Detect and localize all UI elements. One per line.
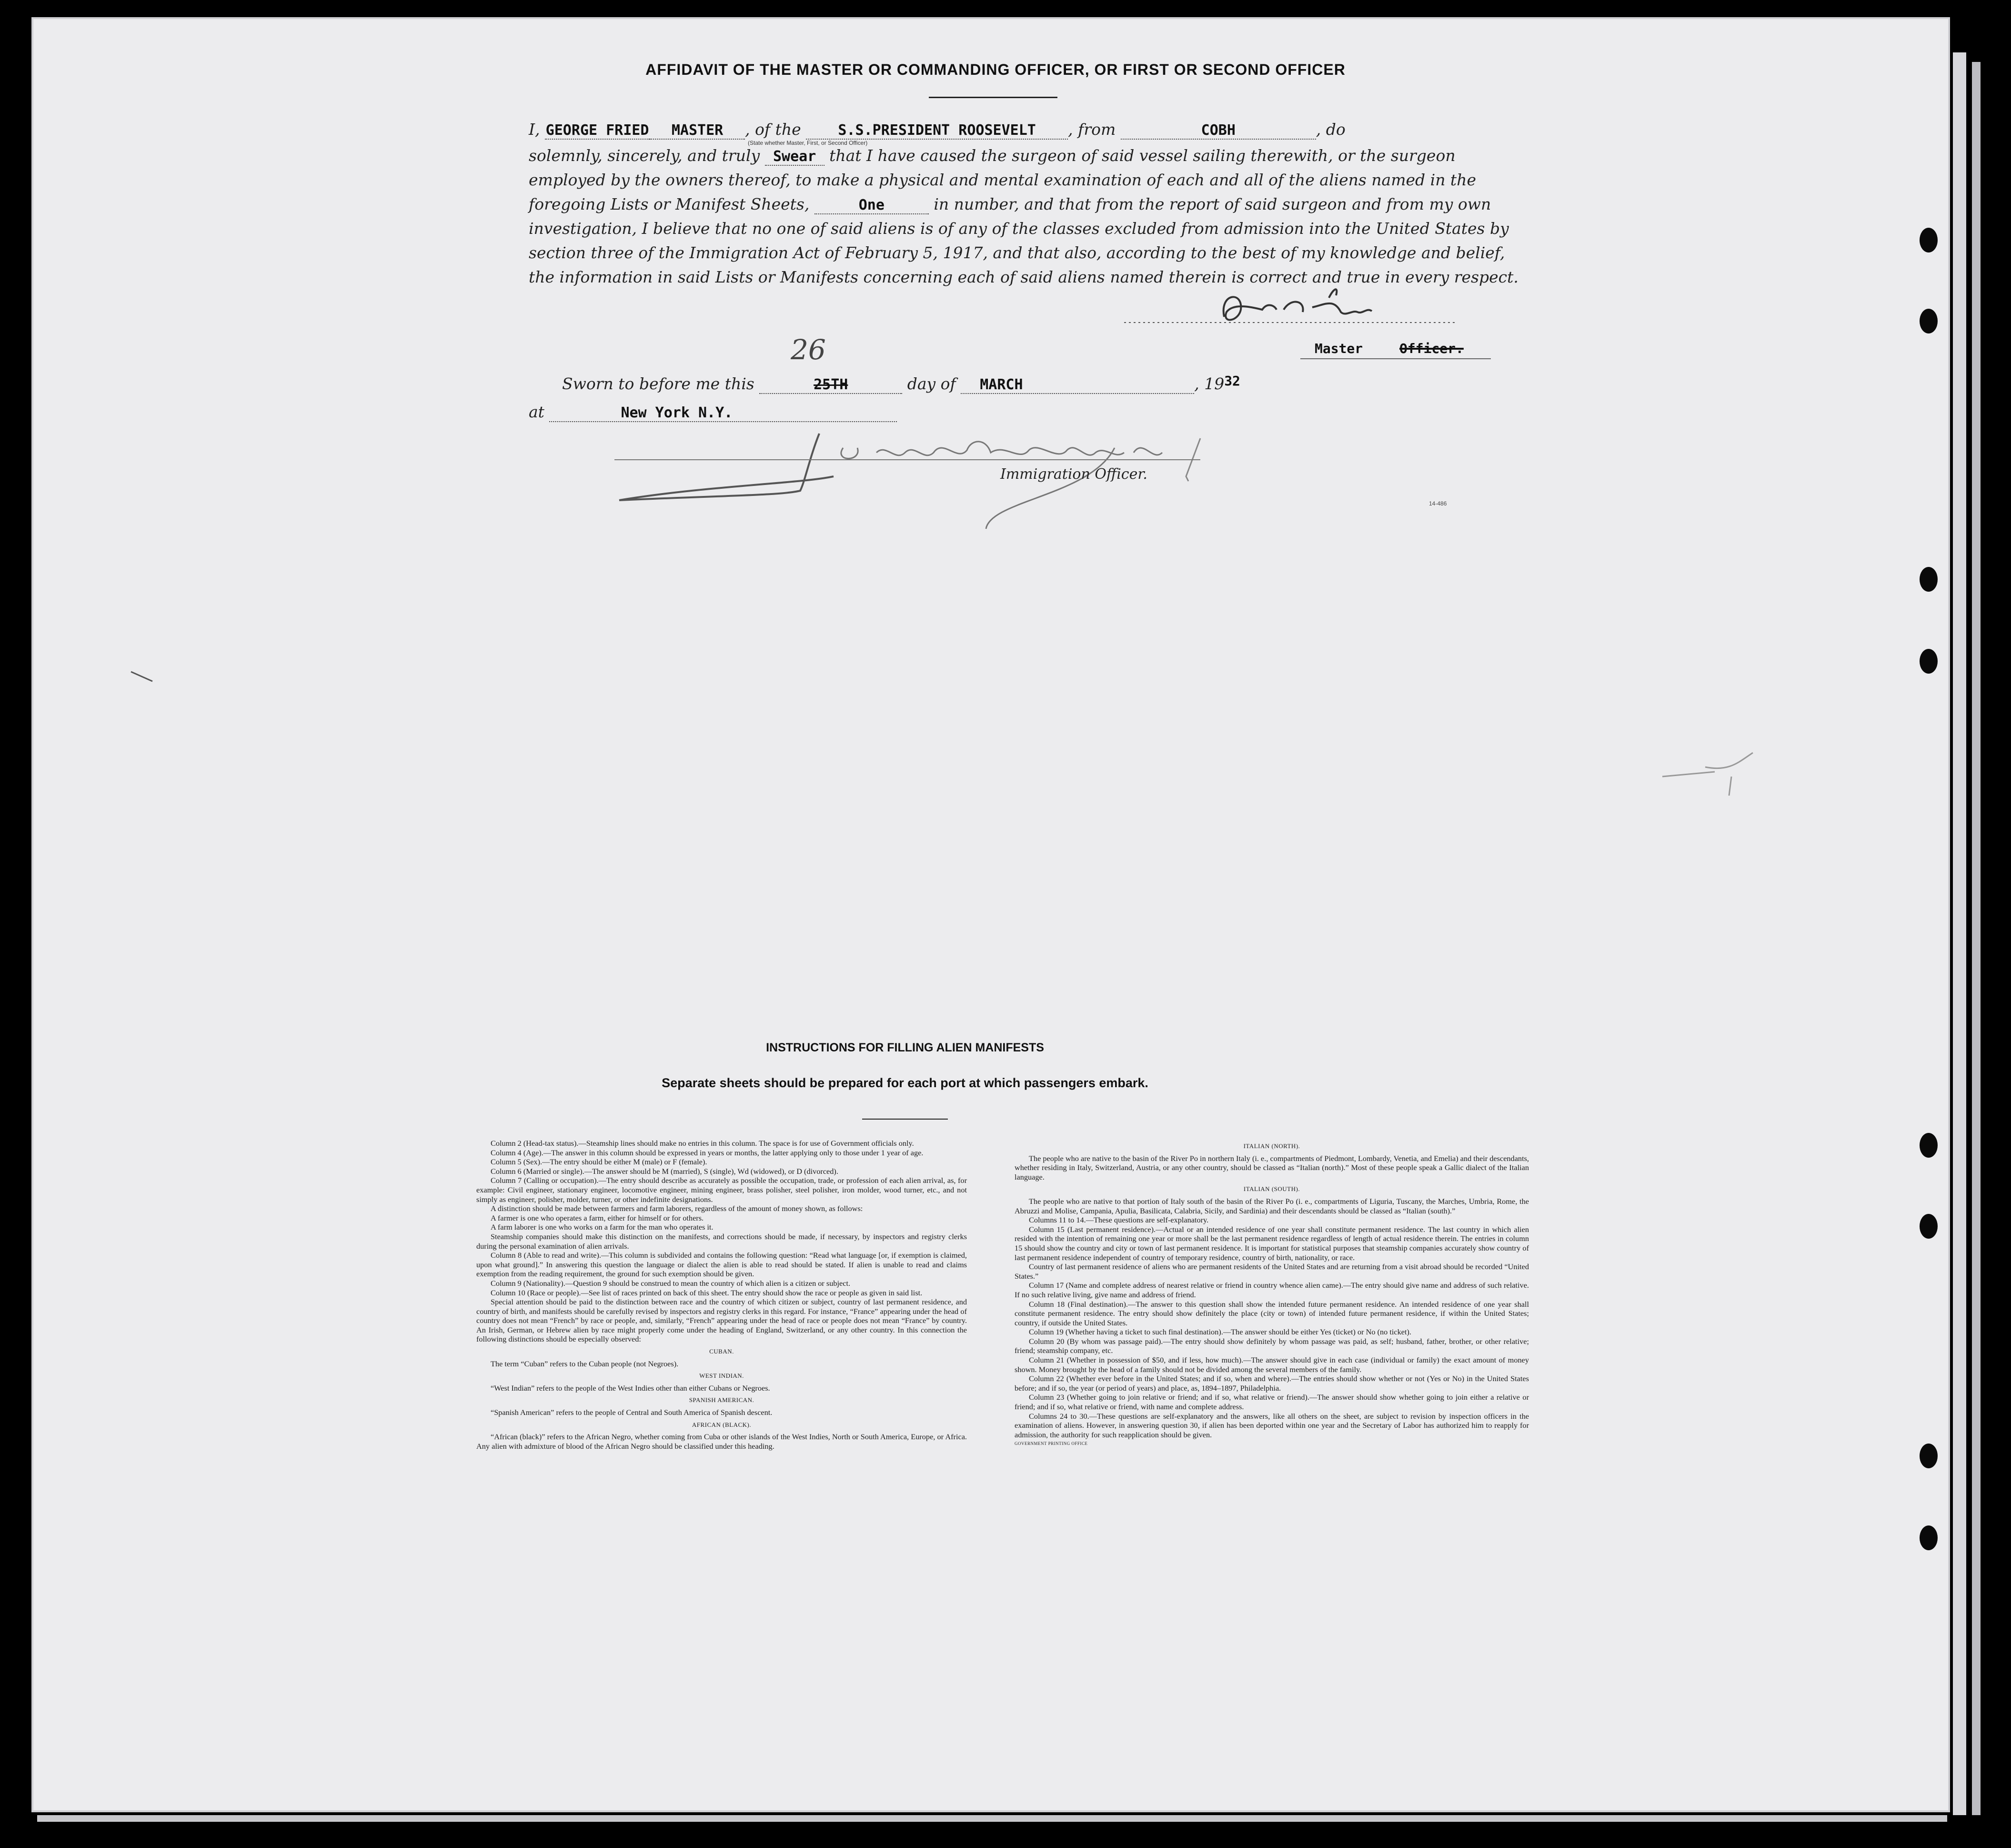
sworn-year-field: 32 xyxy=(1224,373,1240,389)
affidavit-text: , do xyxy=(1316,120,1346,139)
instr-para: Special attention should be paid to the distinction between race and the country of which citizen or subject, country of last permanent residence, and country of birth, and manifests should be carefully revised by inspectors and registry clerks in this regard. For instance, “France” appearing under the head of country does not mean “French” by race or people, and, similarly, “French” appearing under the head of race or people does not mean “France” by country. An Irish, German, or Hebrew alien by race might properly come under the heading of England, Switzerland, or any other country. In this connection the following distinctions should be especially observed: xyxy=(476,1297,967,1344)
sworn-line xyxy=(562,373,1524,394)
punch-hole xyxy=(1920,1133,1938,1158)
instructions-rule xyxy=(862,1119,948,1120)
affidavit-line-7: the information in said Lists or Manifests concerning each of said aliens named therein is correct and true in every respect. xyxy=(529,268,1518,286)
affidavit-text: I, xyxy=(529,120,540,139)
instr-para: Column 5 (Sex).—The entry should be either M (male) or F (female). xyxy=(491,1157,707,1167)
affidavit-text: foregoing Lists or Manifest Sheets, xyxy=(529,195,810,213)
instr-para: Steamship companies should make this distinction on the manifests, and corrections should be made, if necessary, by inspectors and registry clerks during the personal examination of alien arrivals. xyxy=(476,1232,967,1251)
instr-para: “West Indian” refers to the people of the West Indies other than either Cubans or Negroes. xyxy=(491,1383,770,1393)
rank-note: (State whether Master, First, or Second Officer) xyxy=(748,140,868,146)
signer-rule xyxy=(1300,358,1491,359)
affidavit-line-2 xyxy=(529,146,1491,166)
instr-para: Country of last permanent residence of aliens who are permanent residents of the United States and are returning from a visit abroad should be recorded “United States.” xyxy=(1015,1262,1529,1281)
signer-title-text: Master xyxy=(1315,341,1363,356)
instr-para: Column 23 (Whether going to join relative or friend; and if so, what relative or friend).—The answer should show whether going to join either a relative or friend; and if so, what relative or friend, with name and complete address. xyxy=(1015,1393,1529,1412)
printer-imprint: GOVERNMENT PRINTING OFFICE xyxy=(1015,1441,1088,1446)
affidavit-line-1 xyxy=(529,120,1491,140)
officer-rule xyxy=(614,459,1200,460)
instr-para: The people who are native to the basin of the River Po in northern Italy (i. e., compartments of Piedmont, Lombardy, Venetia, and Emelia) and their descendants, whether residing in Italy, Switzerland, Austria, or any other country, should be classed as “Italian (north).” Most of these people speak a Gallic dialect of the Italian language. xyxy=(1015,1153,1529,1182)
instr-para: Column 15 (Last permanent residence).—Actual or an intended residence of one year shall constitute permanent residence. The last country in which alien resided with the intention of remaining one year or more shall be the last permanent residence regardless of length of actual residence therein. The entries in column 15 should show the country and city or town of last permanent residence. It is important for statistical purposes that steamship companies accurately show country of last permanent residence independent of country of temporary residence, country of birth, nationality, or race. xyxy=(1015,1224,1529,1262)
instr-para: The people who are native to that portion of Italy south of the basin of the River Po (i. e., compartments of Liguria, Tuscany, the Marches, Umbria, Rome, the Abruzzi and Molise, Campania, Apulia, Basilicata, Calabria, Sicily, and Sardinia) and their descendants should be classed as “Italian (south).” xyxy=(1015,1196,1529,1215)
instr-para: Column 20 (By whom was passage paid).—The entry should show definitely by whom passage was paid, as self; husband, father, brother, or other relative; friend; steamship company, etc. xyxy=(1015,1336,1529,1355)
punch-hole xyxy=(1920,1214,1938,1239)
instructions-title: INSTRUCTIONS FOR FILLING ALIEN MANIFESTS xyxy=(766,1041,1044,1054)
punch-hole xyxy=(1920,228,1938,252)
instr-para: A farmer is one who operates a farm, either for himself or for others. xyxy=(491,1213,704,1222)
instr-para: “Spanish American” refers to the people of Central and South America of Spanish descent. xyxy=(491,1408,773,1417)
sworn-text: , 19 xyxy=(1194,374,1225,393)
handwritten-day: 26 xyxy=(791,333,826,366)
heading-italian-north: ITALIAN (NORTH). xyxy=(1243,1142,1300,1150)
instr-para: Column 19 (Whether having a ticket to such final destination).—The answer should be either Yes (ticket) or No (no ticket). xyxy=(1029,1327,1412,1337)
instr-para: Column 9 (Nationality).—Question 9 should be construed to mean the country of which alien is a citizen or subject. xyxy=(491,1278,851,1288)
sworn-text: Sworn to before me this xyxy=(562,374,754,393)
instructions-left-column xyxy=(476,1139,967,1451)
affidavit-text: that I have caused the surgeon of said vessel sailing therewith, or the surgeon xyxy=(829,146,1456,165)
sworn-text: day of xyxy=(907,374,956,393)
manifest-sheet xyxy=(33,19,1948,1810)
instr-para: Column 22 (Whether ever before in the United States; and if so, when and where).—The entries should show whether or not (Yes or No) in the United States before; and if so, the year (or period of years) and place, as, 1894–1897, Philadelphia. xyxy=(1015,1374,1529,1393)
instr-para: Column 17 (Name and complete address of nearest relative or friend in country whence alien came).—The entry should give name and address of such relative. If no such relative living, give name and address of friend. xyxy=(1015,1281,1529,1299)
instr-para: A distinction should be made between farmers and farm laborers, regardless of the amount of money shown, as follows: xyxy=(491,1204,863,1213)
instr-para: Column 8 (Able to read and write).—This column is subdivided and contains the following question: “Read what language [or, if exemption is claimed, upon what ground].” In answering this question the language or dialect the alien is able to read should be stated. If alien is unable to read and claims exemption from the reading requirement, the ground for such exemption should be given. xyxy=(476,1251,967,1279)
stray-mark xyxy=(129,669,157,684)
sheet-count-field: One xyxy=(814,197,929,214)
affidavit-text: in number, and that from the report of said surgeon and from my own xyxy=(934,195,1491,213)
instr-para: Column 10 (Race or people).—See list of races printed on back of this sheet. The entry should show the race or people as given in said list. xyxy=(491,1288,923,1297)
instr-para: Column 2 (Head-tax status).—Steamship lines should make no entries in this column. The space is for use of Government officials only. xyxy=(491,1139,914,1148)
instr-para: Column 18 (Final destination).—The answer to this question shall show the intended future permanent residence. An intended residence of one year shall constitute permanent residence. The entry should show definitely the place (city or town) of intended future permanent residence, if within the United States; country, if outside the United States. xyxy=(1015,1299,1529,1327)
affidavit-line-6: section three of the Immigration Act of February 5, 1917, and that also, according to the best of my knowledge and belief, xyxy=(529,243,1505,262)
immigration-officer-label: Immigration Officer. xyxy=(1000,466,1147,483)
instr-para: Column 21 (Whether in possession of $50, and if less, how much).—The answer should give in each case (individual or family) the exact amount of money shown. Money brought by the head of a family should not be divided among the several members of the family. xyxy=(1015,1355,1529,1374)
sworn-day-field: 25TH xyxy=(759,376,902,394)
heading-spanish-american: SPANISH AMERICAN. xyxy=(689,1396,754,1404)
heading-cuban: CUBAN. xyxy=(709,1348,734,1355)
punch-hole xyxy=(1920,649,1938,674)
signer-title-struck: Officer. xyxy=(1399,341,1464,356)
affidavit-text: solemnly, sincerely, and truly xyxy=(529,146,760,165)
affidavit-text: , from xyxy=(1068,120,1116,139)
vessel-name-field: S.S.PRESIDENT ROOSEVELT xyxy=(806,122,1068,140)
affidavit-line-5: investigation, I believe that no one of said aliens is of any of the classes excluded from admission into the United States by xyxy=(529,219,1509,238)
sworn-month-field: MARCH xyxy=(961,376,1194,394)
instr-para: “African (black)” refers to the African Negro, whether coming from Cuba or other islands of the West Indies, North or South America, Europe, or Africa. Any alien with admixture of blood of the African Negro should be classified under this heading. xyxy=(476,1432,967,1451)
title-rule xyxy=(929,97,1057,98)
instr-para: Column 6 (Married or single).—The answer should be M (married), S (single), Wd (widowed), or D (divorced). xyxy=(491,1166,838,1176)
instr-para: Columns 24 to 30.—These questions are self-explanatory and the answers, like all others on the sheet, are subject to revision by inspection officers in the examination of aliens. However, in answering question 30, if alien has been deported within one year and the Secretary of Labor has authorized him to reapply for admission, the authority for such reapplication should be given. xyxy=(1015,1411,1529,1439)
affidavit-line-3: employed by the owners thereof, to make a physical and mental examination of each and all of the aliens named in the xyxy=(529,171,1476,189)
affidavit-title: AFFIDAVIT OF THE MASTER OR COMMANDING OFFICER, OR FIRST OR SECOND OFFICER xyxy=(645,61,1346,78)
port-field: COBH xyxy=(1121,122,1316,140)
punch-hole xyxy=(1920,1444,1938,1468)
sheet-right-edge xyxy=(1953,52,1966,1815)
location-field: New York N.Y. xyxy=(549,404,897,422)
location-text: at xyxy=(529,403,544,421)
heading-african: AFRICAN (BLACK). xyxy=(692,1421,752,1428)
form-number: 14-486 xyxy=(1429,500,1447,507)
punch-hole xyxy=(1920,567,1938,592)
instr-para: The term “Cuban” refers to the Cuban people (not Negroes). xyxy=(491,1359,679,1368)
officer-rank-field: MASTER xyxy=(650,122,745,140)
sheet-right-edge-back xyxy=(1972,62,1981,1815)
oath-field: Swear xyxy=(765,148,825,166)
master-signature xyxy=(1124,283,1458,336)
officer-name-field: GEORGE FRIED xyxy=(545,122,649,139)
heading-west-indian: WEST INDIAN. xyxy=(699,1372,744,1380)
signer-title xyxy=(1315,341,1464,356)
instr-para: Column 7 (Calling or occupation).—The entry should describe as accurately as possible the occupation, trade, or profession of each alien arrival, as, for example: Civil engineer, stationary engineer, locomotive engineer, mining engineer, brass polisher, steel polisher, iron molder, wood turner, etc., and not simply as engineer, polisher, molder, turner, or other indefinite designations. xyxy=(476,1176,967,1204)
instructions-subtitle: Separate sheets should be prepared for each port at which passengers embark. xyxy=(662,1076,1148,1090)
instructions-right-column xyxy=(1015,1139,1529,1449)
punch-hole xyxy=(1920,1525,1938,1550)
affidavit-line-4 xyxy=(529,195,1491,214)
punch-hole xyxy=(1920,309,1938,333)
affidavit-text: , of the xyxy=(745,120,801,139)
heading-italian-south: ITALIAN (SOUTH). xyxy=(1243,1185,1300,1193)
instr-para: A farm laborer is one who works on a farm for the man who operates it. xyxy=(491,1222,714,1232)
instr-para: Column 4 (Age).—The answer in this column should be expressed in years or months, the latter applying only to those under 1 year of age. xyxy=(491,1148,924,1157)
stray-pencil-mark xyxy=(1658,738,1772,800)
sheet-bottom-edge xyxy=(37,1815,1947,1822)
instr-para: Columns 11 to 14.—These questions are self-explanatory. xyxy=(1029,1215,1209,1225)
